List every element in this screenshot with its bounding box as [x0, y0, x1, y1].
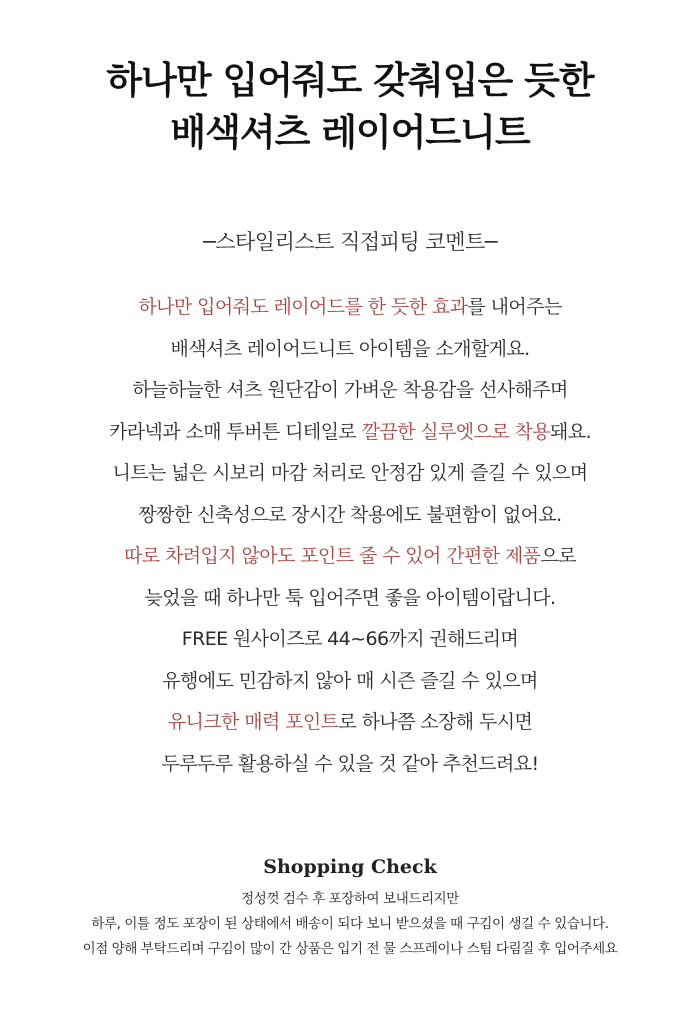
comment-line [0, 578, 700, 620]
comment-text: 늦었을 때 하나만 툭 입어주면 좋을 아이템이랍니다. [144, 586, 556, 609]
comment-line [0, 453, 700, 495]
title-line-2: 배색셔츠 레이어드니트 [170, 111, 530, 154]
comment-text: 두루두루 활용하실 수 있을 것 같아 추천드려요! [161, 752, 539, 775]
shopping-check-title: Shopping Check [263, 856, 437, 878]
shopping-check-line: 정성껏 검수 후 포장하여 보내드리지만 [241, 891, 459, 907]
product-title [0, 55, 700, 159]
comment-highlight: 유니크한 매력 포인트 [167, 711, 339, 733]
comment-text: 를 내어주는 [467, 296, 562, 318]
stylist-comment [0, 287, 700, 785]
comment-line [0, 619, 700, 661]
comment-text: 하늘하늘한 셔츠 원단감이 가벼운 착용감을 선사해주며 [132, 379, 568, 401]
shopping-check-section [0, 853, 700, 962]
comment-line [0, 329, 700, 371]
comment-highlight: 하나만 입어줘도 레이어드를 한 듯한 효과 [138, 296, 468, 318]
comment-text: 유행에도 민감하지 않아 매 시즌 즐길 수 있으며 [162, 669, 538, 692]
comment-line [0, 661, 700, 703]
comment-highlight: 깔끔한 실루엣으로 착용 [361, 420, 551, 443]
comment-text: 돼요. [550, 420, 591, 443]
comment-line [0, 495, 700, 537]
comment-line [0, 287, 700, 329]
comment-line [0, 412, 700, 454]
comment-text: FREE 원사이즈로 44~66까지 권해드리며 [181, 628, 519, 650]
comment-text: 으로 [540, 545, 576, 567]
comment-line [0, 744, 700, 786]
comment-text: 로 하나쯤 소장해 두시면 [338, 711, 533, 733]
comment-line [0, 536, 700, 578]
comment-highlight: 따로 차려입지 않아도 포인트 줄 수 있어 간편한 제품 [124, 545, 541, 567]
comment-text: 카라넥과 소매 투버튼 디테일로 [109, 420, 362, 443]
stylist-comment-heading: ─스타일리스트 직접피팅 코멘트─ [203, 230, 497, 254]
comment-text: 짱짱한 신축성으로 장시간 착용에도 불편함이 없어요. [138, 503, 562, 526]
comment-text: 니트는 넓은 시보리 마감 처리로 안정감 있게 즐길 수 있으며 [112, 462, 588, 484]
title-line-1: 하나만 입어줘도 갖춰입은 듯한 [106, 59, 594, 102]
comment-text: 배색셔츠 레이어드니트 아이템을 소개할게요. [170, 337, 530, 360]
shopping-check-line: 이점 양해 부탁드리며 구김이 많이 간 상품은 입기 전 물 스프레이나 스팀 다림질 후 입어주세요 [82, 941, 618, 957]
shopping-check-line: 하루, 이틀 정도 포장이 된 상태에서 배송이 되다 보니 받으셨을 때 구김이 생길 수 있습니다. [91, 916, 609, 932]
comment-line [0, 702, 700, 744]
comment-line [0, 370, 700, 412]
